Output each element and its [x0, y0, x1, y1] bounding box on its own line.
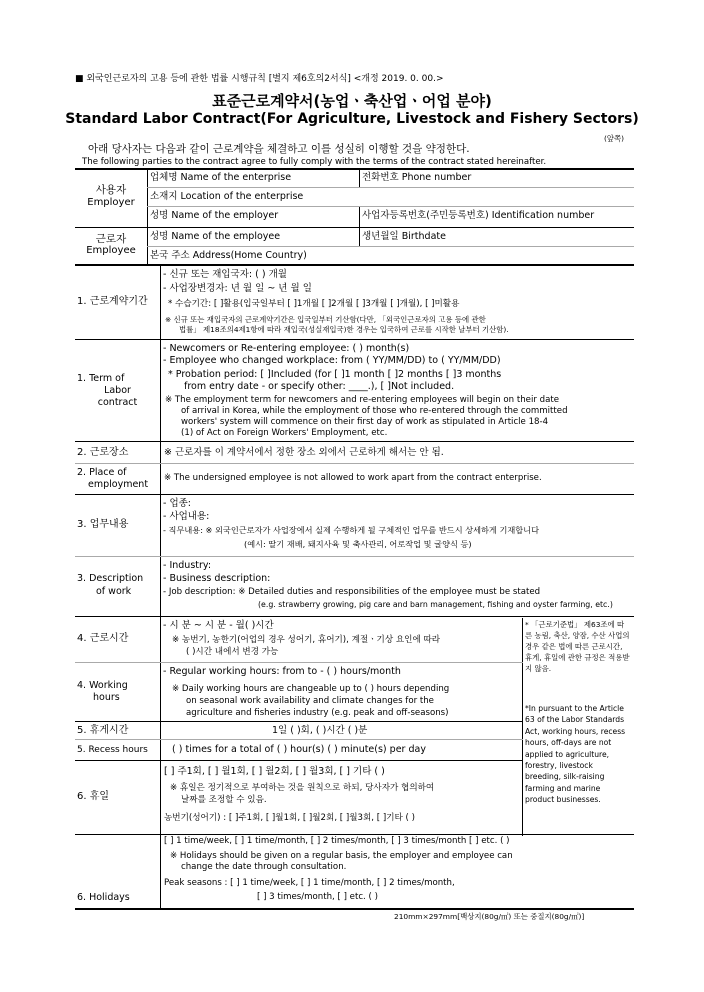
term-en-probation-2[interactable]: from entry date - or specify other: ____.), [ ]Not included. — [184, 381, 455, 392]
employee-label-ko: 근로자 — [95, 233, 127, 245]
recess-label-ko: 5. 휴게시간 — [77, 725, 129, 736]
hours-label-en-1: 4. Working — [77, 680, 128, 691]
term-en-note-4: (1) of Act on Foreign Workers' Employment, etc. — [181, 428, 388, 438]
term-en-changer[interactable]: - Employee who changed workplace: from ( YY/MM/DD) to ( YY/MM/DD) — [163, 355, 501, 366]
holidays-ko-options[interactable]: [ ] 주1회, [ ] 월1회, [ ] 월2회, [ ] 월3회, [ ] 기타 ( ) — [164, 766, 385, 777]
place-label-ko: 2. 근로장소 — [77, 447, 129, 458]
side-note-en: *In pursuant to the Article 63 of the Labor Standards Act, working hours, recess hours, off-days are not applied to agriculture, forestry, livestock breeding, silk-raising farming and marine product businesses. — [525, 704, 626, 805]
holidays-ko-peak[interactable]: 농번기(성어기) : [ ]주1회, [ ]월1회, [ ]월2회, [ ]월3회, [ ]기타 ( ) — [164, 813, 415, 823]
place-ko-text: ※ 근로자를 이 계약서에서 정한 장소 외에서 근로하게 해서는 안 됨. — [164, 447, 444, 458]
holidays-en-peak-2[interactable]: [ ] 3 times/month, [ ] etc. ( ) — [257, 892, 378, 902]
duty-en-example: (e.g. strawberry growing, pig care and barn management, fishing and oyster farming, etc.) — [258, 600, 613, 609]
birthdate-field[interactable]: 생년월일 Birthdate — [362, 231, 446, 242]
duty-ko-example: (예시: 딸기 재배, 돼지사육 및 축사관리, 어로작업 및 굴양식 등) — [244, 539, 472, 549]
term-label-en-3: contract — [97, 397, 138, 408]
hours-ko-note-2[interactable]: ( )시간 내에서 변경 가능 — [186, 647, 279, 657]
duty-en-industry[interactable]: - Industry: — [163, 560, 212, 571]
phone-field[interactable]: 전화번호 Phone number — [362, 172, 472, 183]
place-en-text: ※ The undersigned employee is not allowed to work apart from the contract enterprise. — [164, 473, 542, 483]
term-label-en-1: 1. Term of — [77, 373, 125, 384]
employee-label-en: Employee — [86, 245, 136, 256]
hours-en-note-2: on seasonal work availability and climate changes for the — [186, 696, 434, 706]
term-en-probation-1[interactable]: * Probation period: [ ]Included (for [ ]1 month [ ]2 months [ ]3 months — [168, 369, 502, 380]
term-en-note-3: workers' system will commence on their first day of work as stipulated in Article 18-4 — [181, 417, 549, 427]
duty-label-en-2: of work — [96, 586, 132, 597]
term-ko-probation[interactable]: * 수습기간: [ ]활용(입국일부터 [ ]1개월 [ ]2개월 [ ]3개월 [ ]개월), [ ]미활용 — [168, 299, 460, 309]
employer-label-en: Employer — [87, 197, 135, 208]
table-top-border — [75, 168, 634, 170]
hours-en-regular[interactable]: - Regular working hours: from to - ( ) hours/month — [163, 666, 401, 677]
holidays-en-note-2: change the date through consultation. — [181, 862, 347, 872]
place-label-en-2: employment — [88, 479, 149, 490]
employer-name-field[interactable]: 성명 Name of the employer — [150, 210, 279, 221]
location-field[interactable]: 소재지 Location of the enterprise — [150, 191, 304, 202]
duty-en-job[interactable]: - Job description: ※ Detailed duties and responsibilities of the employee must be stated — [163, 587, 541, 597]
term-en-note-1: ※ The employment term for newcomers and re-entering employees will begin on their date — [165, 395, 559, 405]
duty-ko-industry[interactable]: - 업종: — [163, 498, 192, 509]
recess-label-en: 5. Recess hours — [77, 745, 148, 755]
holidays-en-options[interactable]: [ ] 1 time/week, [ ] 1 time/month, [ ] 2 times/month, [ ] 3 times/month [ ] etc. ( ) — [164, 836, 510, 846]
duty-label-en-1: 3. Description — [77, 573, 144, 584]
home-address-field[interactable]: 본국 주소 Address(Home Country) — [150, 250, 307, 261]
title-korean: 표준근로계약서(농업ㆍ축산업ㆍ어업 분야) — [212, 92, 492, 110]
term-ko-newcomer[interactable]: - 신규 또는 재입국자: ( ) 개월 — [163, 269, 287, 280]
holidays-en-peak-1[interactable]: Peak seasons : [ ] 1 time/week, [ ] 1 time/month, [ ] 2 times/month, — [164, 878, 455, 888]
employer-label-ko: 사용자 — [95, 184, 127, 196]
hours-label-en-2: hours — [93, 692, 120, 703]
side-note-ko: * 「근로기준법」 제63조에 따른 농림, 축산, 양잠, 수산 사업의 경우 같은 법에 따른 근로시간, 휴게, 휴일에 관한 규정은 적용받지 않음. — [525, 620, 630, 673]
duty-label-ko: 3. 업무내용 — [77, 519, 129, 530]
title-english: Standard Labor Contract(For Agriculture, Livestock and Fishery Sectors) — [65, 111, 639, 127]
term-ko-note-1: ※ 신규 또는 재입국자의 근로계약기간은 입국일부터 기산함(다만, 「외국인근로자의 고용 등에 관한 — [165, 315, 486, 324]
term-en-note-2: of arrival in Korea, while the employment of those who re-entered through the committed — [181, 406, 568, 416]
duty-en-business[interactable]: - Business description: — [163, 573, 271, 584]
holidays-ko-note-2: 날짜를 조정할 수 있음. — [181, 795, 267, 805]
hours-en-note-3: agriculture and fisheries industry (e.g. peak and off-seasons) — [186, 708, 449, 718]
enterprise-name-field[interactable]: 업체명 Name of the enterprise — [150, 172, 292, 183]
holidays-ko-note-1: ※ 휴일은 정기적으로 부여하는 것을 원칙으로 하되, 당사자가 협의하여 — [170, 783, 435, 793]
page-side-label: (앞쪽) — [604, 134, 625, 143]
holidays-label-ko: 6. 휴일 — [77, 791, 110, 802]
term-ko-note-2: 법률」 제18조의4제1항에 따라 재입국(성실재입국)한 경우는 입국하여 근로를 시작한 날부터 기산함). — [179, 325, 509, 334]
hours-ko-range[interactable]: - 시 분 ~ 시 분 - 월( )시간 — [163, 620, 274, 631]
registration-number-field[interactable]: 사업자등록번호(주민등록번호) Identification number — [362, 210, 595, 221]
intro-korean: 아래 당사자는 다음과 같이 근로계약을 체결하고 이를 성실히 이행할 것을 약정한다. — [88, 143, 470, 155]
holidays-label-en: 6. Holidays — [77, 892, 130, 903]
intro-english: The following parties to the contract agree to fully comply with the terms of the contract stated hereinafter. — [82, 157, 547, 167]
legal-reference: ■ 외국인근로자의 고용 등에 관한 법률 시행규칙 [별지 제6호의2서식] <개정 2019. 0. 00.> — [75, 74, 444, 84]
recess-en-text[interactable]: ( ) times for a total of ( ) hour(s) ( ) minute(s) per day — [172, 744, 426, 755]
recess-ko-text[interactable]: 1일 ( )회, ( )시간 ( )분 — [272, 725, 368, 736]
term-ko-changer[interactable]: - 사업장변경자: 년 월 일 ~ 년 월 일 — [163, 283, 312, 294]
term-label-en-2: Labor — [104, 385, 131, 396]
hours-ko-note-1: ※ 농번기, 농한기(어업의 경우 성어기, 휴어기), 계절ㆍ기상 요인에 따라 — [172, 635, 441, 645]
holidays-en-note-1: ※ Holidays should be given on a regular basis, the employer and employee can — [170, 851, 513, 861]
hours-en-note-1[interactable]: ※ Daily working hours are changeable up to ( ) hours depending — [172, 684, 450, 694]
hours-label-ko: 4. 근로시간 — [77, 633, 129, 644]
employee-name-field[interactable]: 성명 Name of the employee — [150, 231, 281, 242]
place-label-en-1: 2. Place of — [77, 467, 127, 478]
term-label-ko: 1. 근로계약기간 — [77, 296, 148, 307]
duty-ko-job[interactable]: - 직무내용: ※ 외국인근로자가 사업장에서 실제 수행하게 될 구체적인 업무를 반드시 상세하게 기재합니다 — [163, 525, 539, 535]
paper-spec: 210mm×297mm[백상지(80g/㎡) 또는 중질지(80g/㎡)] — [394, 912, 585, 921]
duty-ko-business[interactable]: - 사업내용: — [163, 511, 210, 522]
term-en-newcomer[interactable]: - Newcomers or Re-entering employee: ( ) month(s) — [163, 343, 410, 354]
